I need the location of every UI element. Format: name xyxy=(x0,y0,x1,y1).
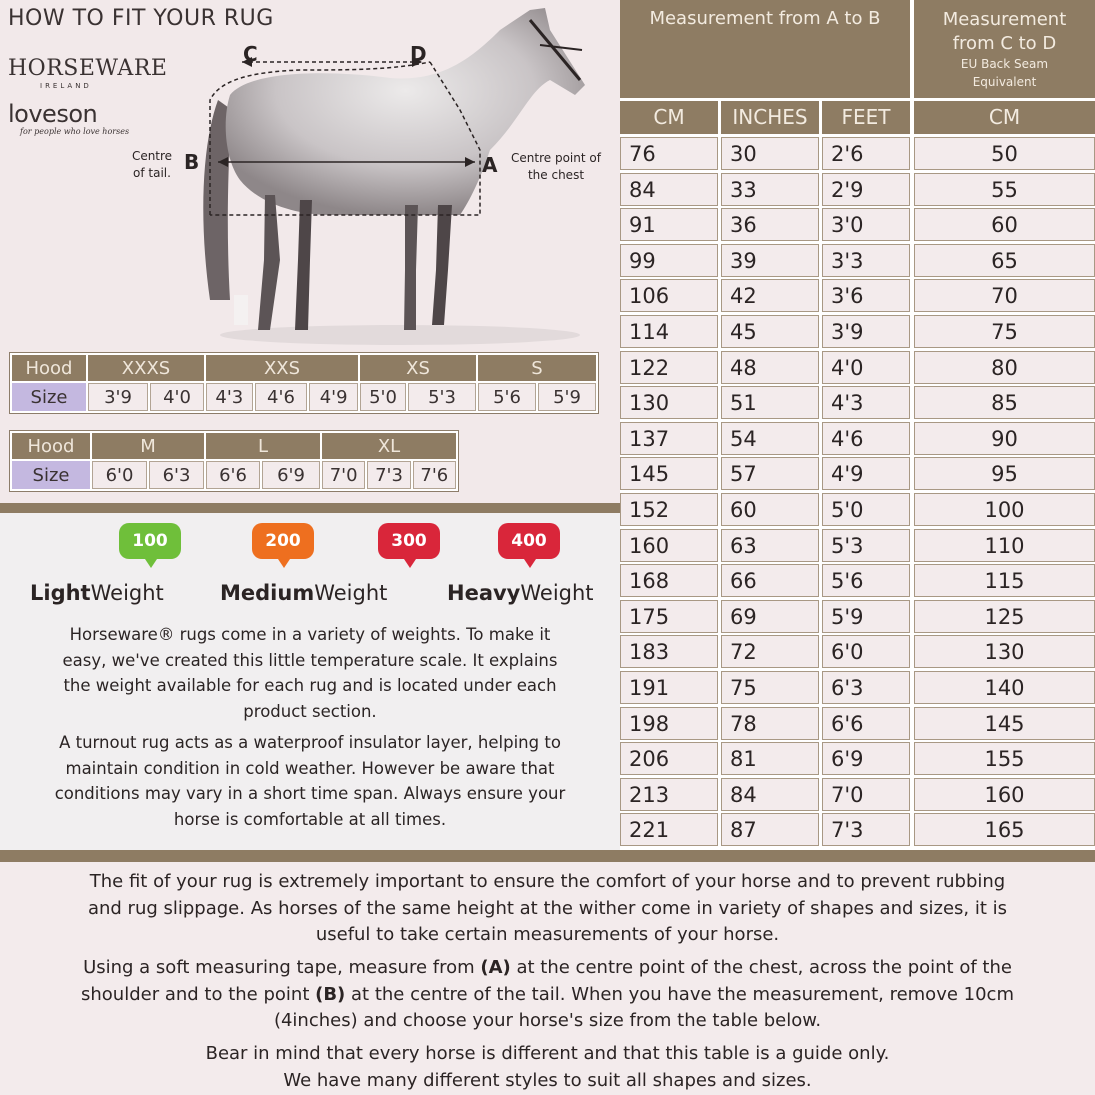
size-cell: 4'9 xyxy=(309,383,358,411)
point-d-label: D xyxy=(410,42,427,66)
divider-band xyxy=(0,503,620,513)
table-cell: 69 xyxy=(721,600,819,633)
table-cell: 76 xyxy=(620,137,718,170)
table-cell: 130 xyxy=(914,635,1095,668)
table-cell: 115 xyxy=(914,564,1095,597)
table-row xyxy=(620,671,1095,704)
table-cell: 90 xyxy=(914,422,1095,455)
table-cell: 183 xyxy=(620,635,718,668)
table-cell: 36 xyxy=(721,208,819,241)
size-cell: 6'3 xyxy=(149,461,204,489)
table-row xyxy=(620,457,1095,490)
size-group-header: XXXS xyxy=(88,355,204,381)
table-cell: 191 xyxy=(620,671,718,704)
table-cell: 50 xyxy=(914,137,1095,170)
col-cm: CM xyxy=(620,101,718,134)
table-cell: 55 xyxy=(914,173,1095,206)
table-cell: 6'9 xyxy=(822,742,910,775)
medium-weight-label: MediumWeight xyxy=(220,581,388,605)
size-cell: 4'3 xyxy=(206,383,253,411)
table-row xyxy=(620,137,1095,170)
table-cell: 7'0 xyxy=(822,778,910,811)
table-cell: 122 xyxy=(620,351,718,384)
table-cell: 145 xyxy=(914,707,1095,740)
table-cell: 75 xyxy=(721,671,819,704)
table-cell: 60 xyxy=(914,208,1095,241)
table-cell: 152 xyxy=(620,493,718,526)
table-cell: 84 xyxy=(721,778,819,811)
size-cell: 5'0 xyxy=(360,383,406,411)
table-cell: 63 xyxy=(721,529,819,562)
table-row xyxy=(620,244,1095,277)
horseware-logo-sub: IRELAND xyxy=(40,82,92,90)
table-cell: 65 xyxy=(914,244,1095,277)
table-cell: 6'6 xyxy=(822,707,910,740)
hood-header: Hood xyxy=(12,433,90,459)
table-cell: 5'3 xyxy=(822,529,910,562)
table-cell: 206 xyxy=(620,742,718,775)
table-cell: 78 xyxy=(721,707,819,740)
table-cell: 66 xyxy=(721,564,819,597)
table-cell: 125 xyxy=(914,600,1095,633)
size-table-1 xyxy=(9,352,599,414)
table-cell: 106 xyxy=(620,279,718,312)
col-cm-cd: CM xyxy=(914,101,1095,134)
table-row xyxy=(620,493,1095,526)
weight-badge-300: 300 xyxy=(378,523,440,559)
header-cd: Measurement from C to D EU Back Seam Equivalent xyxy=(914,0,1095,98)
table-cell: 91 xyxy=(620,208,718,241)
table-cell: 81 xyxy=(721,742,819,775)
table-cell: 51 xyxy=(721,386,819,419)
table-cell: 85 xyxy=(914,386,1095,419)
weight-badge-100: 100 xyxy=(119,523,181,559)
table-cell: 155 xyxy=(914,742,1095,775)
table-cell: 160 xyxy=(620,529,718,562)
table-cell: 60 xyxy=(721,493,819,526)
size-cell: 6'0 xyxy=(92,461,147,489)
size-cell: 4'0 xyxy=(150,383,204,411)
table-row xyxy=(620,742,1095,775)
table-cell: 114 xyxy=(620,315,718,348)
table-cell: 130 xyxy=(620,386,718,419)
table-cell: 6'0 xyxy=(822,635,910,668)
size-cell: 5'9 xyxy=(538,383,596,411)
weight-badge-200: 200 xyxy=(252,523,314,559)
table-cell: 3'6 xyxy=(822,279,910,312)
table-cell: 42 xyxy=(721,279,819,312)
size-cell: 4'6 xyxy=(255,383,308,411)
table-cell: 5'0 xyxy=(822,493,910,526)
table-cell: 84 xyxy=(620,173,718,206)
table-cell: 4'3 xyxy=(822,386,910,419)
table-cell: 3'0 xyxy=(822,208,910,241)
table-row xyxy=(620,707,1095,740)
fit-importance-text: The fit of your rug is extremely important to ensure the comfort of your horse and to prevent rubbing and rug slippage. As horses of the same height at the wither come in variety of shapes and sizes, it is useful to take certain measurements of your horse. xyxy=(87,871,1008,945)
table-row xyxy=(620,351,1095,384)
table-cell: 2'6 xyxy=(822,137,910,170)
size-group-header: L xyxy=(206,433,320,459)
size-cell: 5'6 xyxy=(478,383,536,411)
table-cell: 30 xyxy=(721,137,819,170)
size-cell: 7'0 xyxy=(322,461,365,489)
table-cell: 72 xyxy=(721,635,819,668)
size-group-header: M xyxy=(92,433,204,459)
table-row xyxy=(620,208,1095,241)
table-cell: 87 xyxy=(721,813,819,846)
table-cell: 54 xyxy=(721,422,819,455)
table-cell: 4'9 xyxy=(822,457,910,490)
horseware-logo: HORSEWARE xyxy=(8,56,168,81)
measuring-instructions: Using a soft measuring tape, measure from (A) at the centre point of the chest, across the point of the shoulder and to the point (B) at the centre of the tail. When you have the measurement, remove 10cm (4inches) and choose your horse's size from the table below. xyxy=(81,957,1014,1031)
size-cell: 6'6 xyxy=(206,461,260,489)
hood-header: Hood xyxy=(12,355,86,381)
table-row xyxy=(620,315,1095,348)
table-row xyxy=(620,635,1095,668)
table-cell: 140 xyxy=(914,671,1095,704)
size-cell: 5'3 xyxy=(408,383,476,411)
table-cell: 198 xyxy=(620,707,718,740)
table-cell: 48 xyxy=(721,351,819,384)
loveson-tagline: for people who love horses xyxy=(20,127,130,136)
table-cell: 175 xyxy=(620,600,718,633)
col-inches: INCHES xyxy=(721,101,819,134)
table-cell: 160 xyxy=(914,778,1095,811)
table-cell: 70 xyxy=(914,279,1095,312)
heavy-weight-label: HeavyWeight xyxy=(447,581,594,605)
table-cell: 4'0 xyxy=(822,351,910,384)
size-cell: 3'9 xyxy=(88,383,148,411)
size-group-header: S xyxy=(478,355,596,381)
table-cell: 221 xyxy=(620,813,718,846)
measurement-table xyxy=(620,0,1095,850)
size-cell: 6'9 xyxy=(262,461,320,489)
table-cell: 137 xyxy=(620,422,718,455)
table-row xyxy=(620,564,1095,597)
table-cell: 99 xyxy=(620,244,718,277)
point-b-label: B xyxy=(184,150,200,174)
table-row xyxy=(620,600,1095,633)
table-cell: 6'3 xyxy=(822,671,910,704)
table-row xyxy=(620,173,1095,206)
size-table-2 xyxy=(9,430,459,492)
table-row xyxy=(620,386,1095,419)
table-cell: 213 xyxy=(620,778,718,811)
table-cell: 39 xyxy=(721,244,819,277)
table-cell: 165 xyxy=(914,813,1095,846)
light-weight-label: LightWeight xyxy=(30,581,164,605)
page-title: HOW TO FIT YOUR RUG xyxy=(8,6,274,31)
table-cell: 7'3 xyxy=(822,813,910,846)
table-cell: 3'3 xyxy=(822,244,910,277)
point-a-label: A xyxy=(482,153,498,177)
table-cell: 80 xyxy=(914,351,1095,384)
table-cell: 100 xyxy=(914,493,1095,526)
table-row xyxy=(620,529,1095,562)
size-group-header: XXS xyxy=(206,355,358,381)
loveson-logo: loveson xyxy=(8,100,98,128)
tail-label: Centre of tail. xyxy=(131,149,173,180)
footer-band xyxy=(0,850,1095,862)
table-cell: 110 xyxy=(914,529,1095,562)
header-ab: Measurement from A to B xyxy=(620,0,910,98)
table-row xyxy=(620,422,1095,455)
size-cell: 7'6 xyxy=(413,461,456,489)
size-cell: 7'3 xyxy=(367,461,410,489)
table-cell: 57 xyxy=(721,457,819,490)
table-cell: 33 xyxy=(721,173,819,206)
size-group-header: XL xyxy=(322,433,456,459)
table-cell: 5'6 xyxy=(822,564,910,597)
guide-disclaimer: Bear in mind that every horse is different and that this table is a guide only. We have many different styles to suit all shapes and sizes. xyxy=(205,1043,890,1091)
table-cell: 4'6 xyxy=(822,422,910,455)
table-cell: 95 xyxy=(914,457,1095,490)
size-row-label: Size xyxy=(12,383,86,411)
table-row xyxy=(620,813,1095,846)
table-cell: 2'9 xyxy=(822,173,910,206)
chest-label: Centre point of the chest xyxy=(511,151,601,182)
table-row xyxy=(620,279,1095,312)
table-cell: 75 xyxy=(914,315,1095,348)
turnout-description: A turnout rug acts as a waterproof insulator layer, helping to maintain condition in cold weather. However be aware that conditions may vary in a short time span. Always ensure your horse is comfortable at all times. xyxy=(54,733,566,829)
weight-badge-400: 400 xyxy=(498,523,560,559)
point-c-label: C xyxy=(243,42,258,66)
weights-description: Horseware® rugs come in a variety of weights. To make it easy, we've created this little temperature scale. It explains the weight available for each rug and is located under each product section. xyxy=(62,625,558,721)
table-cell: 5'9 xyxy=(822,600,910,633)
size-group-header: XS xyxy=(360,355,476,381)
table-cell: 45 xyxy=(721,315,819,348)
size-row-label: Size xyxy=(12,461,90,489)
table-cell: 3'9 xyxy=(822,315,910,348)
table-row xyxy=(620,778,1095,811)
table-cell: 168 xyxy=(620,564,718,597)
col-feet: FEET xyxy=(822,101,910,134)
table-cell: 145 xyxy=(620,457,718,490)
